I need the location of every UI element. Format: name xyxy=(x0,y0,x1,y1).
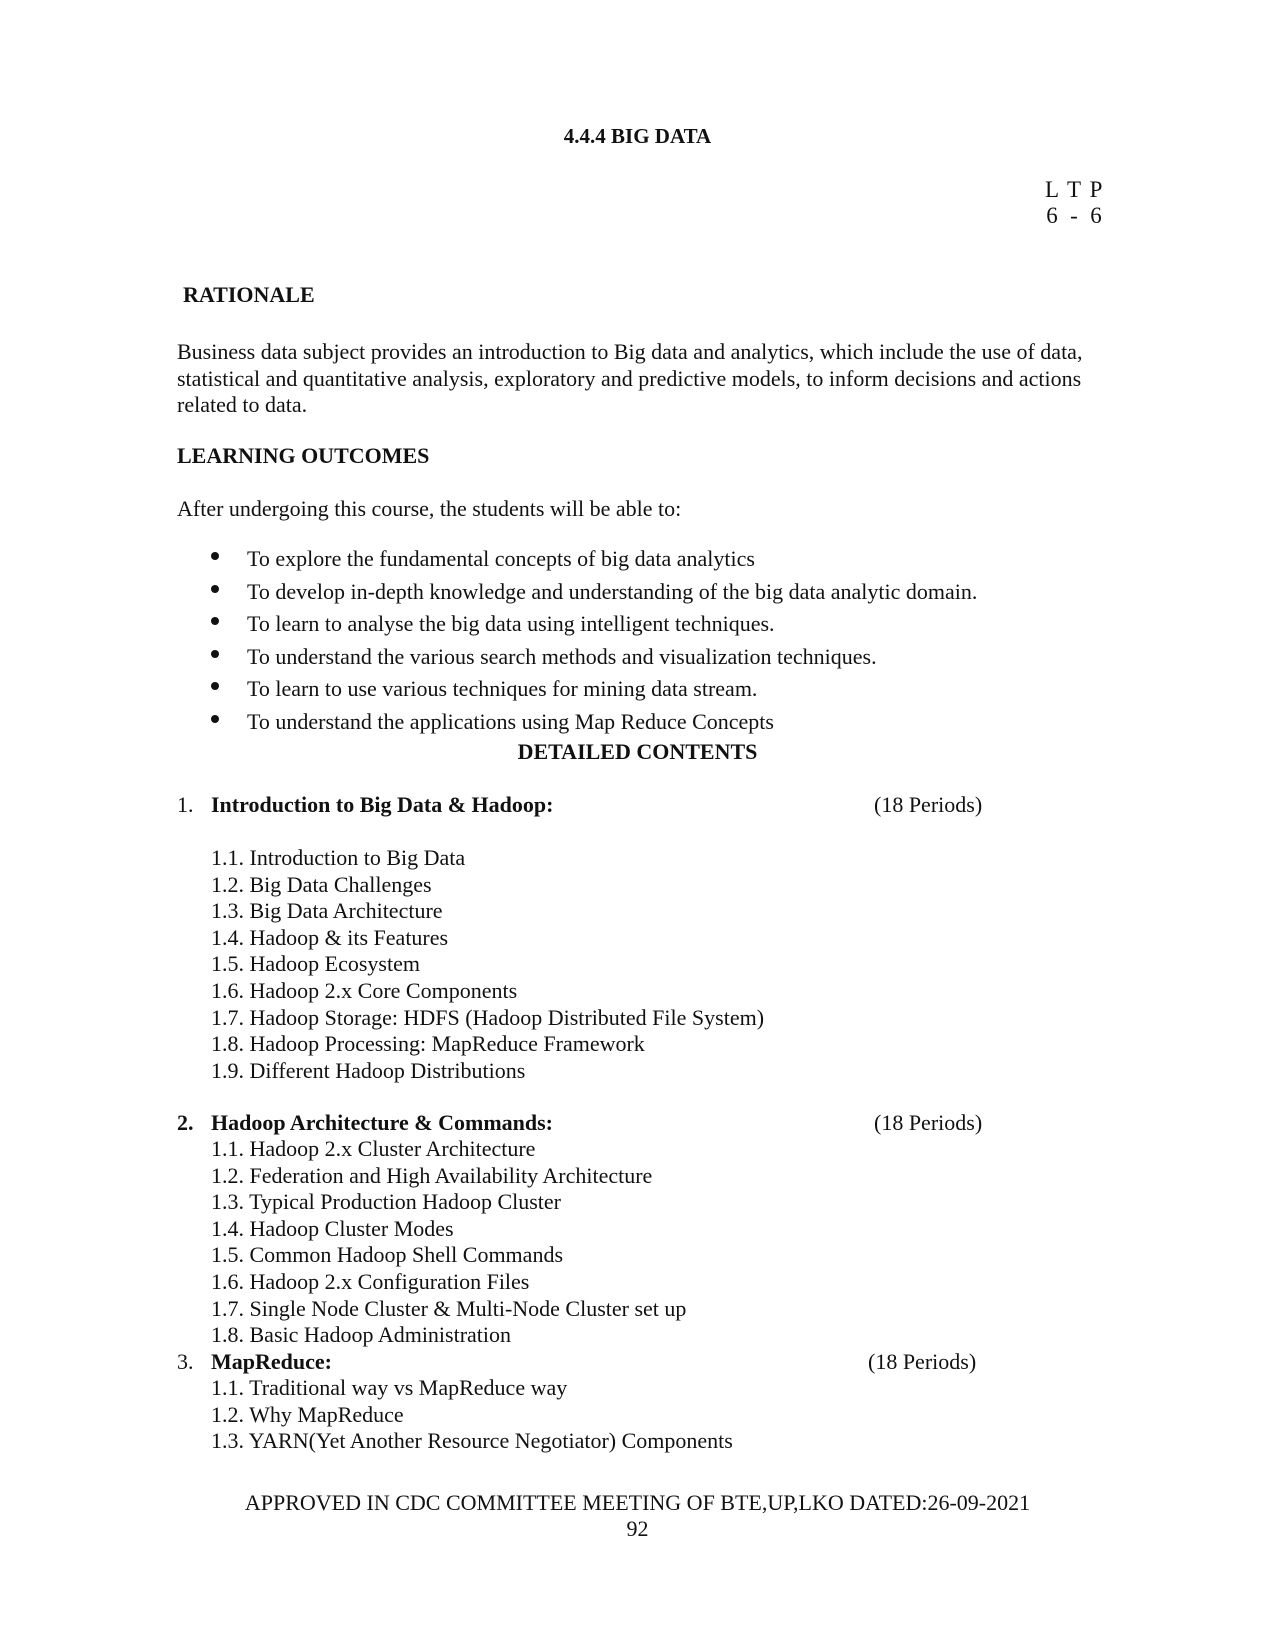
unit-3-title: MapReduce: xyxy=(211,1349,332,1374)
list-item: 1.9. Different Hadoop Distributions xyxy=(211,1057,526,1083)
bullet-icon xyxy=(211,650,219,658)
unit-2-title: Hadoop Architecture & Commands: xyxy=(211,1110,554,1135)
ltp-headers xyxy=(1045,178,1103,201)
ltp-value-p: 6 xyxy=(1090,203,1102,228)
list-item: 1.1. Hadoop 2.x Cluster Architecture xyxy=(211,1136,536,1161)
list-item: 1.7. Hadoop Storage: HDFS (Hadoop Distributed File System) xyxy=(211,1004,765,1030)
list-item: 1.5. Common Hadoop Shell Commands xyxy=(211,1242,563,1268)
approval-footer: APPROVED IN CDC COMMITTEE MEETING OF BTE,UP,LKO DATED:26-09-2021 xyxy=(244,1490,1031,1515)
unit-3-periods: (18 Periods) xyxy=(868,1349,977,1374)
unit-1-number: 1. xyxy=(177,792,194,817)
bullet-icon xyxy=(211,617,219,625)
ltp-header-l: L xyxy=(1045,177,1060,202)
outcome-text: To understand the applications using Map Reduce Concepts xyxy=(247,708,774,734)
outcome-text: To develop in-depth knowledge and understanding of the big data analytic domain. xyxy=(247,578,978,604)
list-item: 1.3. Big Data Architecture xyxy=(211,898,443,924)
list-item: 1.2. Big Data Challenges xyxy=(211,871,432,897)
rationale-heading: RATIONALE xyxy=(183,282,315,307)
ltp-header-t: T xyxy=(1067,177,1082,202)
rationale-text: Business data subject provides an introduction to Big data and analytics, which include the use of data, statistical and quantitative analysis, exploratory and predictive models, to inform decisions and actions related to data. xyxy=(177,339,1083,417)
list-item: 1.8. Hadoop Processing: MapReduce Framework xyxy=(211,1031,645,1057)
list-item: 1.1. Introduction to Big Data xyxy=(211,845,466,870)
list-item: 1.7. Single Node Cluster & Multi-Node Cluster set up xyxy=(211,1295,687,1321)
list-item: 1.2. Why MapReduce xyxy=(211,1401,404,1427)
unit-1-periods: (18 Periods) xyxy=(874,792,983,817)
list-item: 1.4. Hadoop Cluster Modes xyxy=(211,1215,454,1241)
ltp-value-t: - xyxy=(1070,203,1078,228)
unit-3-number: 3. xyxy=(177,1349,194,1374)
list-item: 1.4. Hadoop & its Features xyxy=(211,924,449,950)
list-item: 1.3. YARN(Yet Another Resource Negotiator) Components xyxy=(211,1428,733,1454)
ltp-header-p: P xyxy=(1089,177,1103,202)
ltp-value-l: 6 xyxy=(1046,203,1058,228)
bullet-icon xyxy=(211,682,219,690)
bullet-icon xyxy=(211,585,219,593)
detailed-contents-heading: DETAILED CONTENTS xyxy=(517,739,758,764)
bullet-icon xyxy=(211,715,219,723)
unit-2-topics xyxy=(211,1138,686,1351)
outcome-text: To explore the fundamental concepts of big data analytics xyxy=(247,546,755,571)
unit-1-title: Introduction to Big Data & Hadoop: xyxy=(211,792,554,817)
ltp-values xyxy=(1045,204,1103,227)
unit-1-topics xyxy=(211,847,764,1086)
learning-outcomes-intro: After undergoing this course, the students will be able to: xyxy=(177,496,682,521)
bullet-icon xyxy=(211,552,219,560)
list-item: 1.5. Hadoop Ecosystem xyxy=(211,951,420,977)
list-item: 1.2. Federation and High Availability Architecture xyxy=(211,1162,653,1188)
page-number: 92 xyxy=(626,1516,649,1541)
list-item: 1.8. Basic Hadoop Administration xyxy=(211,1322,512,1348)
list-item: 1.1. Traditional way vs MapReduce way xyxy=(211,1375,568,1400)
unit-3-topics xyxy=(211,1377,733,1457)
learning-outcomes-heading: LEARNING OUTCOMES xyxy=(177,443,430,468)
unit-2-number: 2. xyxy=(177,1110,194,1135)
list-item: 1.3. Typical Production Hadoop Cluster xyxy=(211,1189,562,1215)
list-item: 1.6. Hadoop 2.x Configuration Files xyxy=(211,1268,530,1294)
outcome-text: To learn to use various techniques for mining data stream. xyxy=(247,676,758,701)
outcome-text: To learn to analyse the big data using intelligent techniques. xyxy=(247,611,775,636)
list-item: 1.6. Hadoop 2.x Core Components xyxy=(211,977,518,1003)
document-title: 4.4.4 BIG DATA xyxy=(563,124,712,148)
outcome-text: To understand the various search methods and visualization techniques. xyxy=(247,643,877,669)
unit-2-periods: (18 Periods) xyxy=(874,1110,983,1135)
